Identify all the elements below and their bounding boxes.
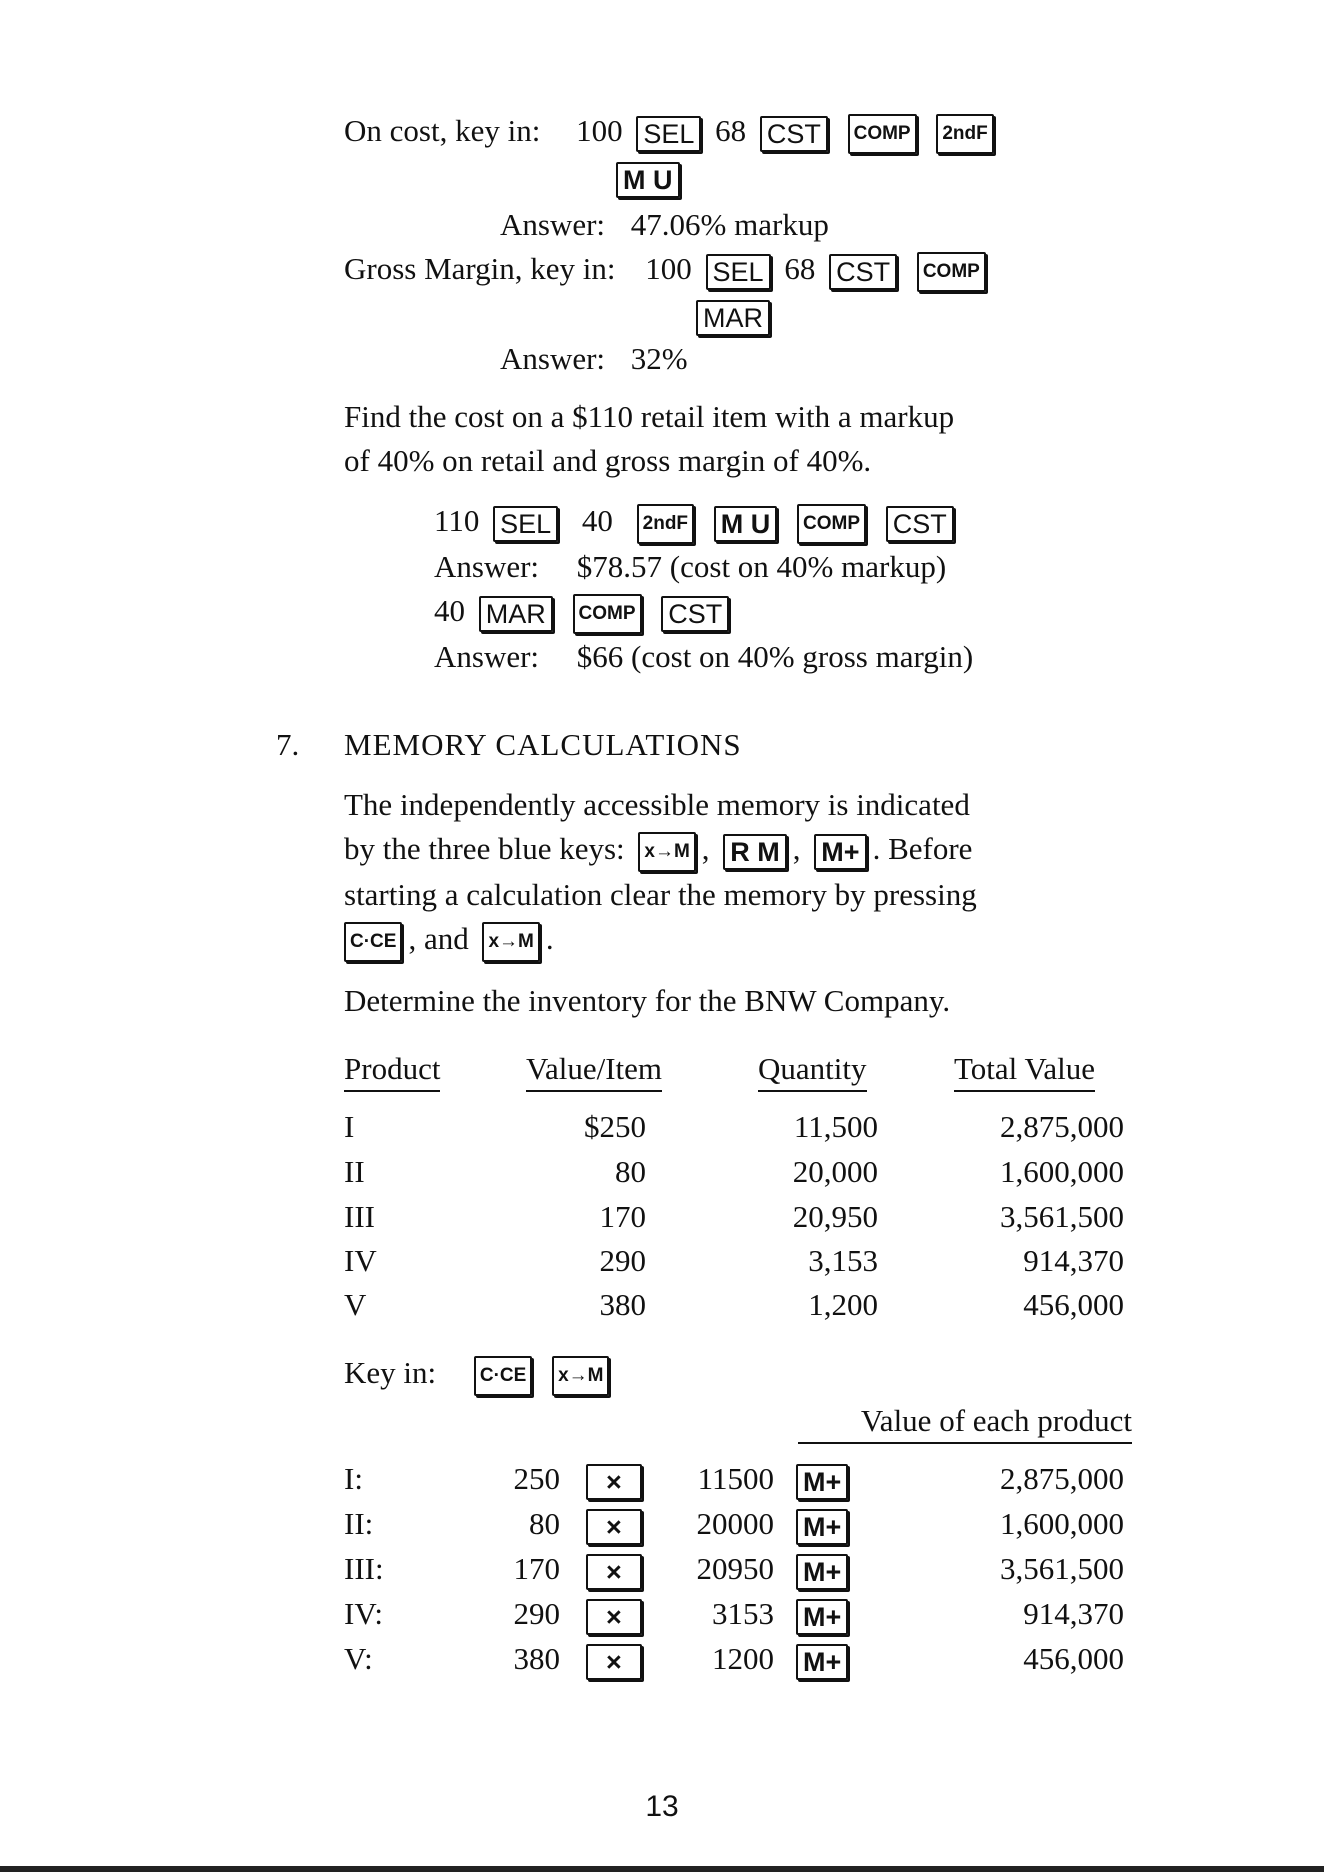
row-label: V:	[344, 1641, 373, 1676]
operand-a: 380	[513, 1641, 560, 1676]
value: 110	[434, 503, 480, 538]
mar-key: MAR	[696, 300, 770, 336]
m-plus-key: M+	[796, 1599, 848, 1635]
paragraph-line-3: starting a calculation clear the memory by pressing	[344, 877, 977, 912]
paragraph-line-2: by the three blue keys: x→M , R M , M+ . Before	[344, 830, 972, 872]
cell-total: 2,875,000	[1000, 1109, 1124, 1144]
cst-key: CST	[760, 116, 828, 152]
cce-key: C·CE	[474, 1356, 532, 1396]
oncost-value-2: 68	[715, 113, 747, 148]
keyin-label: Key in:	[344, 1355, 437, 1390]
header-value-item: Value/Item	[526, 1050, 662, 1092]
cell-product: V	[344, 1287, 367, 1322]
oncost-value-1: 100	[576, 113, 623, 148]
cst-key: CST	[829, 254, 897, 290]
oncost-line	[344, 112, 1000, 154]
row-label: III:	[344, 1551, 384, 1586]
x-to-m-key: x→M	[638, 832, 695, 872]
section-title: MEMORY CALCULATIONS	[344, 727, 742, 762]
page-number: 13	[645, 1790, 679, 1823]
operand-b: 20000	[696, 1506, 774, 1541]
x-to-m-key: x→M	[482, 922, 539, 962]
cell-qty: 20,950	[792, 1199, 878, 1234]
operand-a: 80	[529, 1506, 560, 1541]
answer-label: Answer:	[434, 639, 540, 674]
cell-product: I	[344, 1109, 355, 1144]
paragraph-line-4	[338, 920, 554, 962]
sel-key: SEL	[493, 506, 558, 542]
cell-value: $250	[584, 1109, 646, 1144]
gm-label: Gross Margin, key in:	[344, 251, 616, 286]
answer-line-1	[434, 548, 946, 586]
mu-key: M U	[616, 162, 680, 198]
oncost-label: On cost, key in:	[344, 113, 541, 148]
sel-key: SEL	[636, 116, 701, 152]
operand-b: 3153	[712, 1596, 774, 1631]
answer-value: 47.06% markup	[630, 207, 829, 242]
header-quantity: Quantity	[758, 1050, 867, 1092]
mar-key: MAR	[479, 596, 553, 632]
row-label: I:	[344, 1461, 363, 1496]
row-label: II:	[344, 1506, 374, 1541]
operand-a: 250	[513, 1461, 560, 1496]
oncost-answer	[500, 206, 829, 244]
text: by the three blue keys:	[344, 831, 625, 866]
mu-key: M U	[714, 506, 778, 542]
cell-qty: 20,000	[792, 1154, 878, 1189]
m-plus-key: M+	[814, 834, 866, 870]
cell-product: IV	[344, 1243, 377, 1278]
answer-label: Answer:	[500, 341, 606, 376]
result: 2,875,000	[1000, 1461, 1124, 1496]
cell-total: 456,000	[1023, 1287, 1124, 1322]
multiply-key: ×	[586, 1509, 642, 1545]
result: 914,370	[1023, 1596, 1124, 1631]
cell-total: 3,561,500	[1000, 1199, 1124, 1234]
cce-key: C·CE	[344, 922, 402, 962]
cst-key: CST	[661, 596, 729, 632]
cst-key: CST	[886, 506, 954, 542]
m-plus-key: M+	[796, 1464, 848, 1500]
keyin-line	[344, 1354, 615, 1396]
cell-value: 80	[615, 1154, 646, 1189]
2ndf-key: 2ndF	[637, 504, 694, 544]
result: 456,000	[1023, 1641, 1124, 1676]
oncost-line-2	[610, 158, 686, 198]
sel-key: SEL	[706, 254, 771, 290]
multiply-key: ×	[586, 1464, 642, 1500]
value: 40	[434, 593, 465, 628]
result: 1,600,000	[1000, 1506, 1124, 1541]
operand-a: 170	[513, 1551, 560, 1586]
cell-product: II	[344, 1154, 365, 1189]
gm-line	[344, 250, 992, 292]
answer-value: 32%	[630, 341, 688, 376]
value: 40	[581, 503, 613, 538]
header-total-value: Total Value	[954, 1050, 1095, 1092]
answer-line-2	[434, 638, 973, 676]
comp-key: COMP	[573, 594, 642, 634]
cell-value: 170	[599, 1199, 646, 1234]
answer-value: $66 (cost on 40% gross margin)	[576, 639, 974, 674]
multiply-key: ×	[586, 1599, 642, 1635]
answer-label: Answer:	[500, 207, 606, 242]
operand-b: 1200	[712, 1641, 774, 1676]
comp-key: COMP	[848, 114, 917, 154]
cell-qty: 3,153	[808, 1243, 878, 1278]
cell-total: 914,370	[1023, 1243, 1124, 1278]
cell-total: 1,600,000	[1000, 1154, 1124, 1189]
m-plus-key: M+	[796, 1509, 848, 1545]
header-product: Product	[344, 1050, 440, 1092]
cell-qty: 1,200	[808, 1287, 878, 1322]
operand-a: 290	[513, 1596, 560, 1631]
value-of-each-product-header: Value of each product	[798, 1402, 1132, 1444]
problem-text-line-2: of 40% on retail and gross margin of 40%.	[344, 443, 872, 478]
problem-text-line-1: Find the cost on a $110 retail item with a markup	[344, 399, 955, 434]
cell-product: III	[344, 1199, 375, 1234]
scan-edge	[0, 1866, 1324, 1872]
gm-value-2: 68	[784, 251, 816, 286]
rm-key: R M	[723, 834, 787, 870]
cell-qty: 11,500	[793, 1109, 878, 1144]
multiply-key: ×	[586, 1644, 642, 1680]
2ndf-key: 2ndF	[936, 114, 993, 154]
cell-value: 380	[599, 1287, 646, 1322]
m-plus-key: M+	[796, 1644, 848, 1680]
text: .	[545, 921, 554, 956]
answer-value: $78.57 (cost on 40% markup)	[576, 549, 947, 584]
cell-value: 290	[599, 1243, 646, 1278]
comp-key: COMP	[917, 252, 986, 292]
row-label: IV:	[344, 1596, 384, 1631]
paragraph-2: Determine the inventory for the BNW Company.	[344, 983, 951, 1018]
operand-b: 20950	[696, 1551, 774, 1586]
keystroke-line-2	[434, 592, 735, 634]
x-to-m-key: x→M	[552, 1356, 609, 1396]
multiply-key: ×	[586, 1554, 642, 1590]
gm-answer	[500, 340, 688, 378]
keystroke-line-1	[434, 502, 960, 544]
text: . Before	[872, 831, 973, 866]
gm-value-1: 100	[645, 251, 692, 286]
section-number: 7.	[276, 727, 300, 762]
operand-b: 11500	[697, 1461, 774, 1496]
answer-label: Answer:	[434, 549, 540, 584]
text: , and	[408, 921, 469, 956]
gm-line-2	[690, 296, 776, 336]
paragraph-line-1: The independently accessible memory is indicated	[344, 787, 970, 822]
result: 3,561,500	[1000, 1551, 1124, 1586]
m-plus-key: M+	[796, 1554, 848, 1590]
comp-key: COMP	[797, 504, 866, 544]
